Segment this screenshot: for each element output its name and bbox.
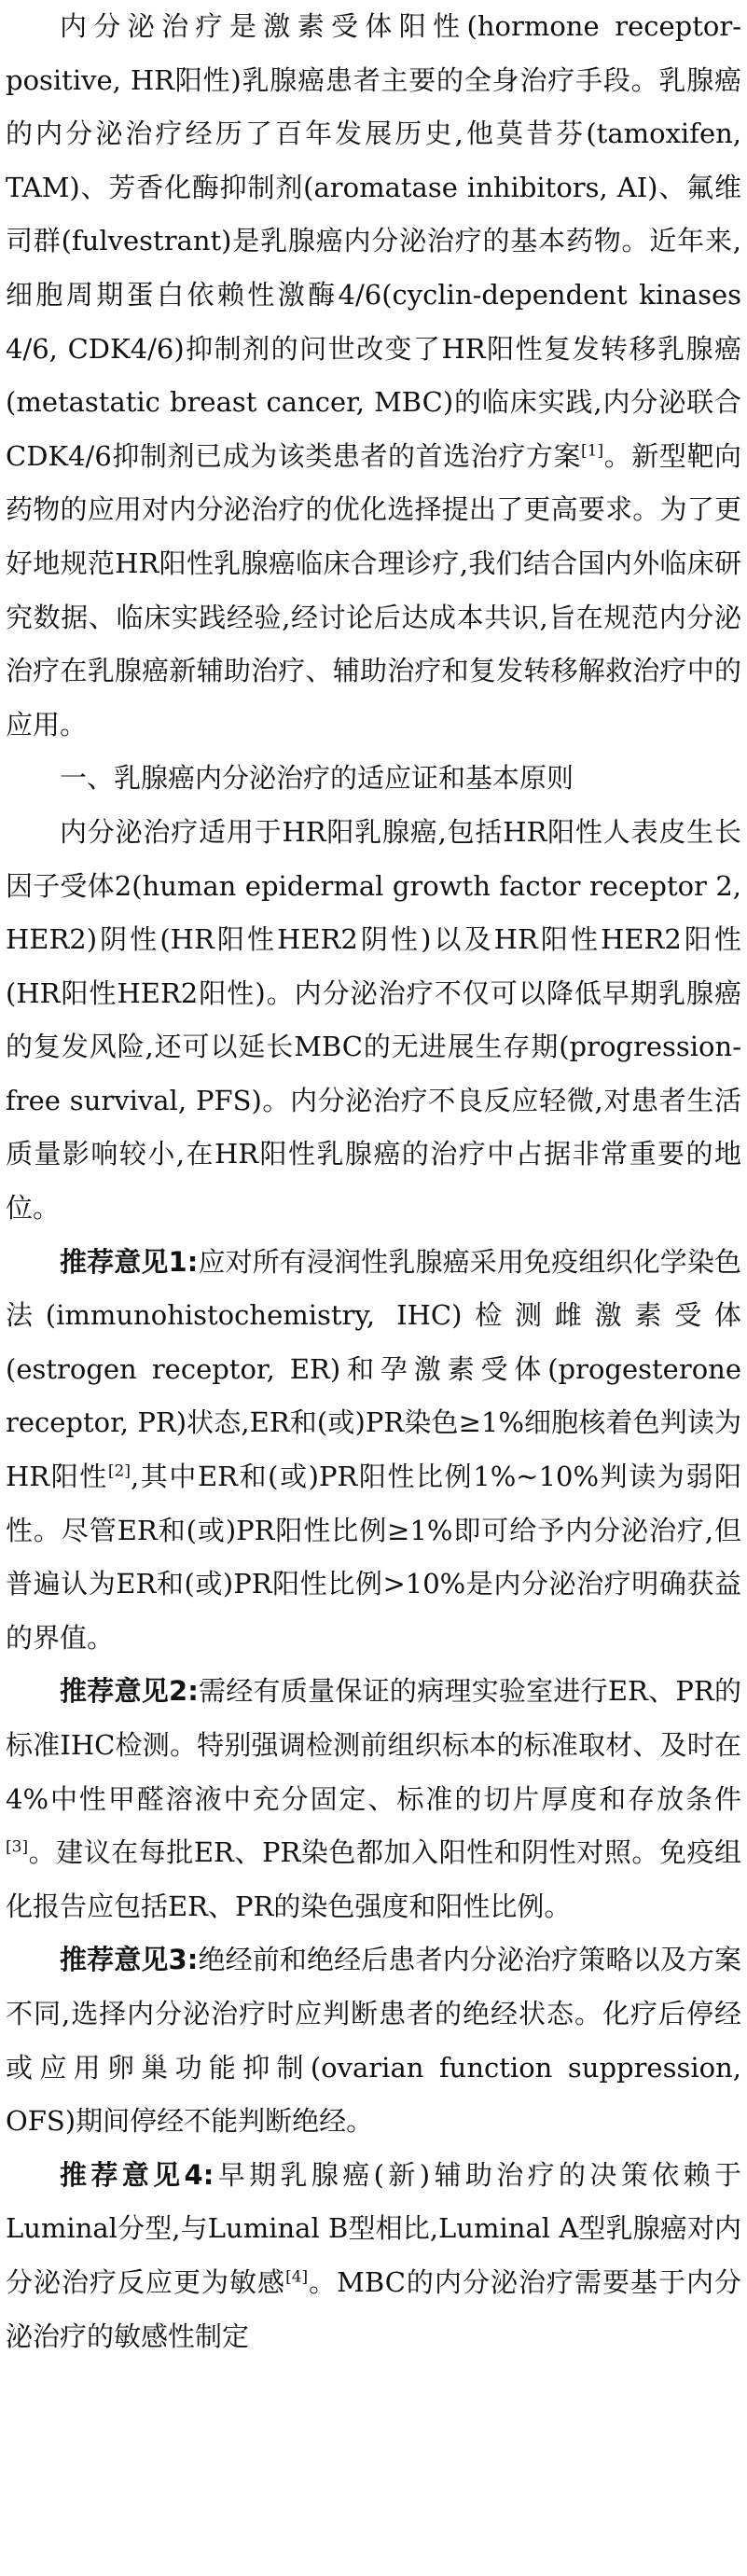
paragraph-text: 。新型靶向药物的应用对内分泌治疗的优化选择提出了更高要求。为了更好地规范HR阳性乳腺癌临床合理诊疗,我们结合国内外临床研究数据、临床实践经验,经讨论后达成本共识,旨在规范内分泌治疗在乳腺癌新辅助治疗、辅助治疗和复发转移解救治疗中的应用。 [6,439,741,741]
recommendation-label: 推荐意见3: [60,1944,199,1976]
citation-ref: [2] [107,1461,131,1481]
paragraph [6,2149,741,2363]
paragraph-text: 绝经前和绝经后患者内分泌治疗策略以及方案不同,选择内分泌治疗时应判断患者的绝经状态。化疗后停经或应用卵巢功能抑制(ovarian function suppression, OFS)期间停经不能判断绝经。 [6,1944,741,2138]
paragraph [6,806,741,1236]
paragraph-text: 内分泌治疗是激素受体阳性(hormone receptor-positive, HR阳性)乳腺癌患者主要的全身治疗手段。乳腺癌的内分泌治疗经历了百年发展历史,他莫昔芬(tamoxifen, TAM)、芳香化酶抑制剂(aromatase inhibitors, AI)、氟维司群(fulvestrant)是乳腺癌内分泌治疗的基本药物。近年来,细胞周期蛋白依赖性激酶4/6(cyclin-dependent kinases 4/6, CDK4/6)抑制剂的问世改变了HR阳性复发转移乳腺癌(metastatic breast cancer, MBC)的临床实践,内分泌联合CDK4/6抑制剂已成为该类患者的首选治疗方案 [6,10,741,472]
paragraph-text: 。MBC的内分泌治疗需要基于内分泌治疗的敏感性制定 [6,2265,741,2352]
citation-ref: [4] [285,2267,309,2287]
paragraph-text: ,其中ER和(或)PR阳性比例1%~10%判读为弱阳性。尽管ER和(或)PR阳性比例≥1%即可给予内分泌治疗,但普遍认为ER和(或)PR阳性比例>10%是内分泌治疗明确获益的界值。 [6,1461,741,1654]
paragraph [6,0,741,752]
paragraph-text: 需经有质量保证的病理实验室进行ER、PR的标准IHC检测。特别强调检测前组织标本的标准取材、及时在4%中性甲醛溶液中充分固定、标准的切片厚度和存放条件 [6,1675,741,1815]
paragraph-text: 一、乳腺癌内分泌治疗的适应证和基本原则 [60,762,574,795]
paragraph [6,1933,741,2148]
paragraph-text: 早期乳腺癌(新)辅助治疗的决策依赖于Luminal分型,与Luminal B型相比,Luminal A型乳腺癌对内分泌治疗反应更为敏感 [6,2158,741,2298]
paragraph-text: 应对所有浸润性乳腺癌采用免疫组织化学染色法(immunohistochemistry, IHC)检测雌激素受体(estrogen receptor, ER)和孕激素受体(progesterone receptor, PR)状态,ER和(或)PR染色≥1%细胞核着色判读为HR阳性 [6,1245,741,1493]
paragraph-text: 。建议在每批ER、PR染色都加入阳性和阴性对照。免疫组化报告应包括ER、PR的染色强度和阳性比例。 [6,1836,741,1922]
paragraph [6,1236,741,1666]
document-body [6,0,741,2363]
recommendation-label: 推荐意见1: [60,1245,199,1278]
section-heading [6,752,741,806]
recommendation-label: 推荐意见4: [60,2158,214,2191]
paragraph [6,1665,741,1933]
citation-ref: [1] [581,441,604,461]
paragraph-text: 内分泌治疗适用于HR阳乳腺癌,包括HR阳性人表皮生长因子受体2(human epidermal growth factor receptor 2, HER2)阴性(HR阳性HER2阴性)以及HR阳性HER2阳性(HR阳性HER2阳性)。内分泌治疗不仅可以降低早期乳腺癌的复发风险,还可以延长MBC的无进展生存期(progression-free survival, PFS)。内分泌治疗不良反应轻微,对患者生活质量影响较小,在HR阳性乳腺癌的治疗中占据非常重要的地位。 [6,815,741,1225]
recommendation-label: 推荐意见2: [60,1675,199,1708]
citation-ref: [3] [6,1837,29,1857]
